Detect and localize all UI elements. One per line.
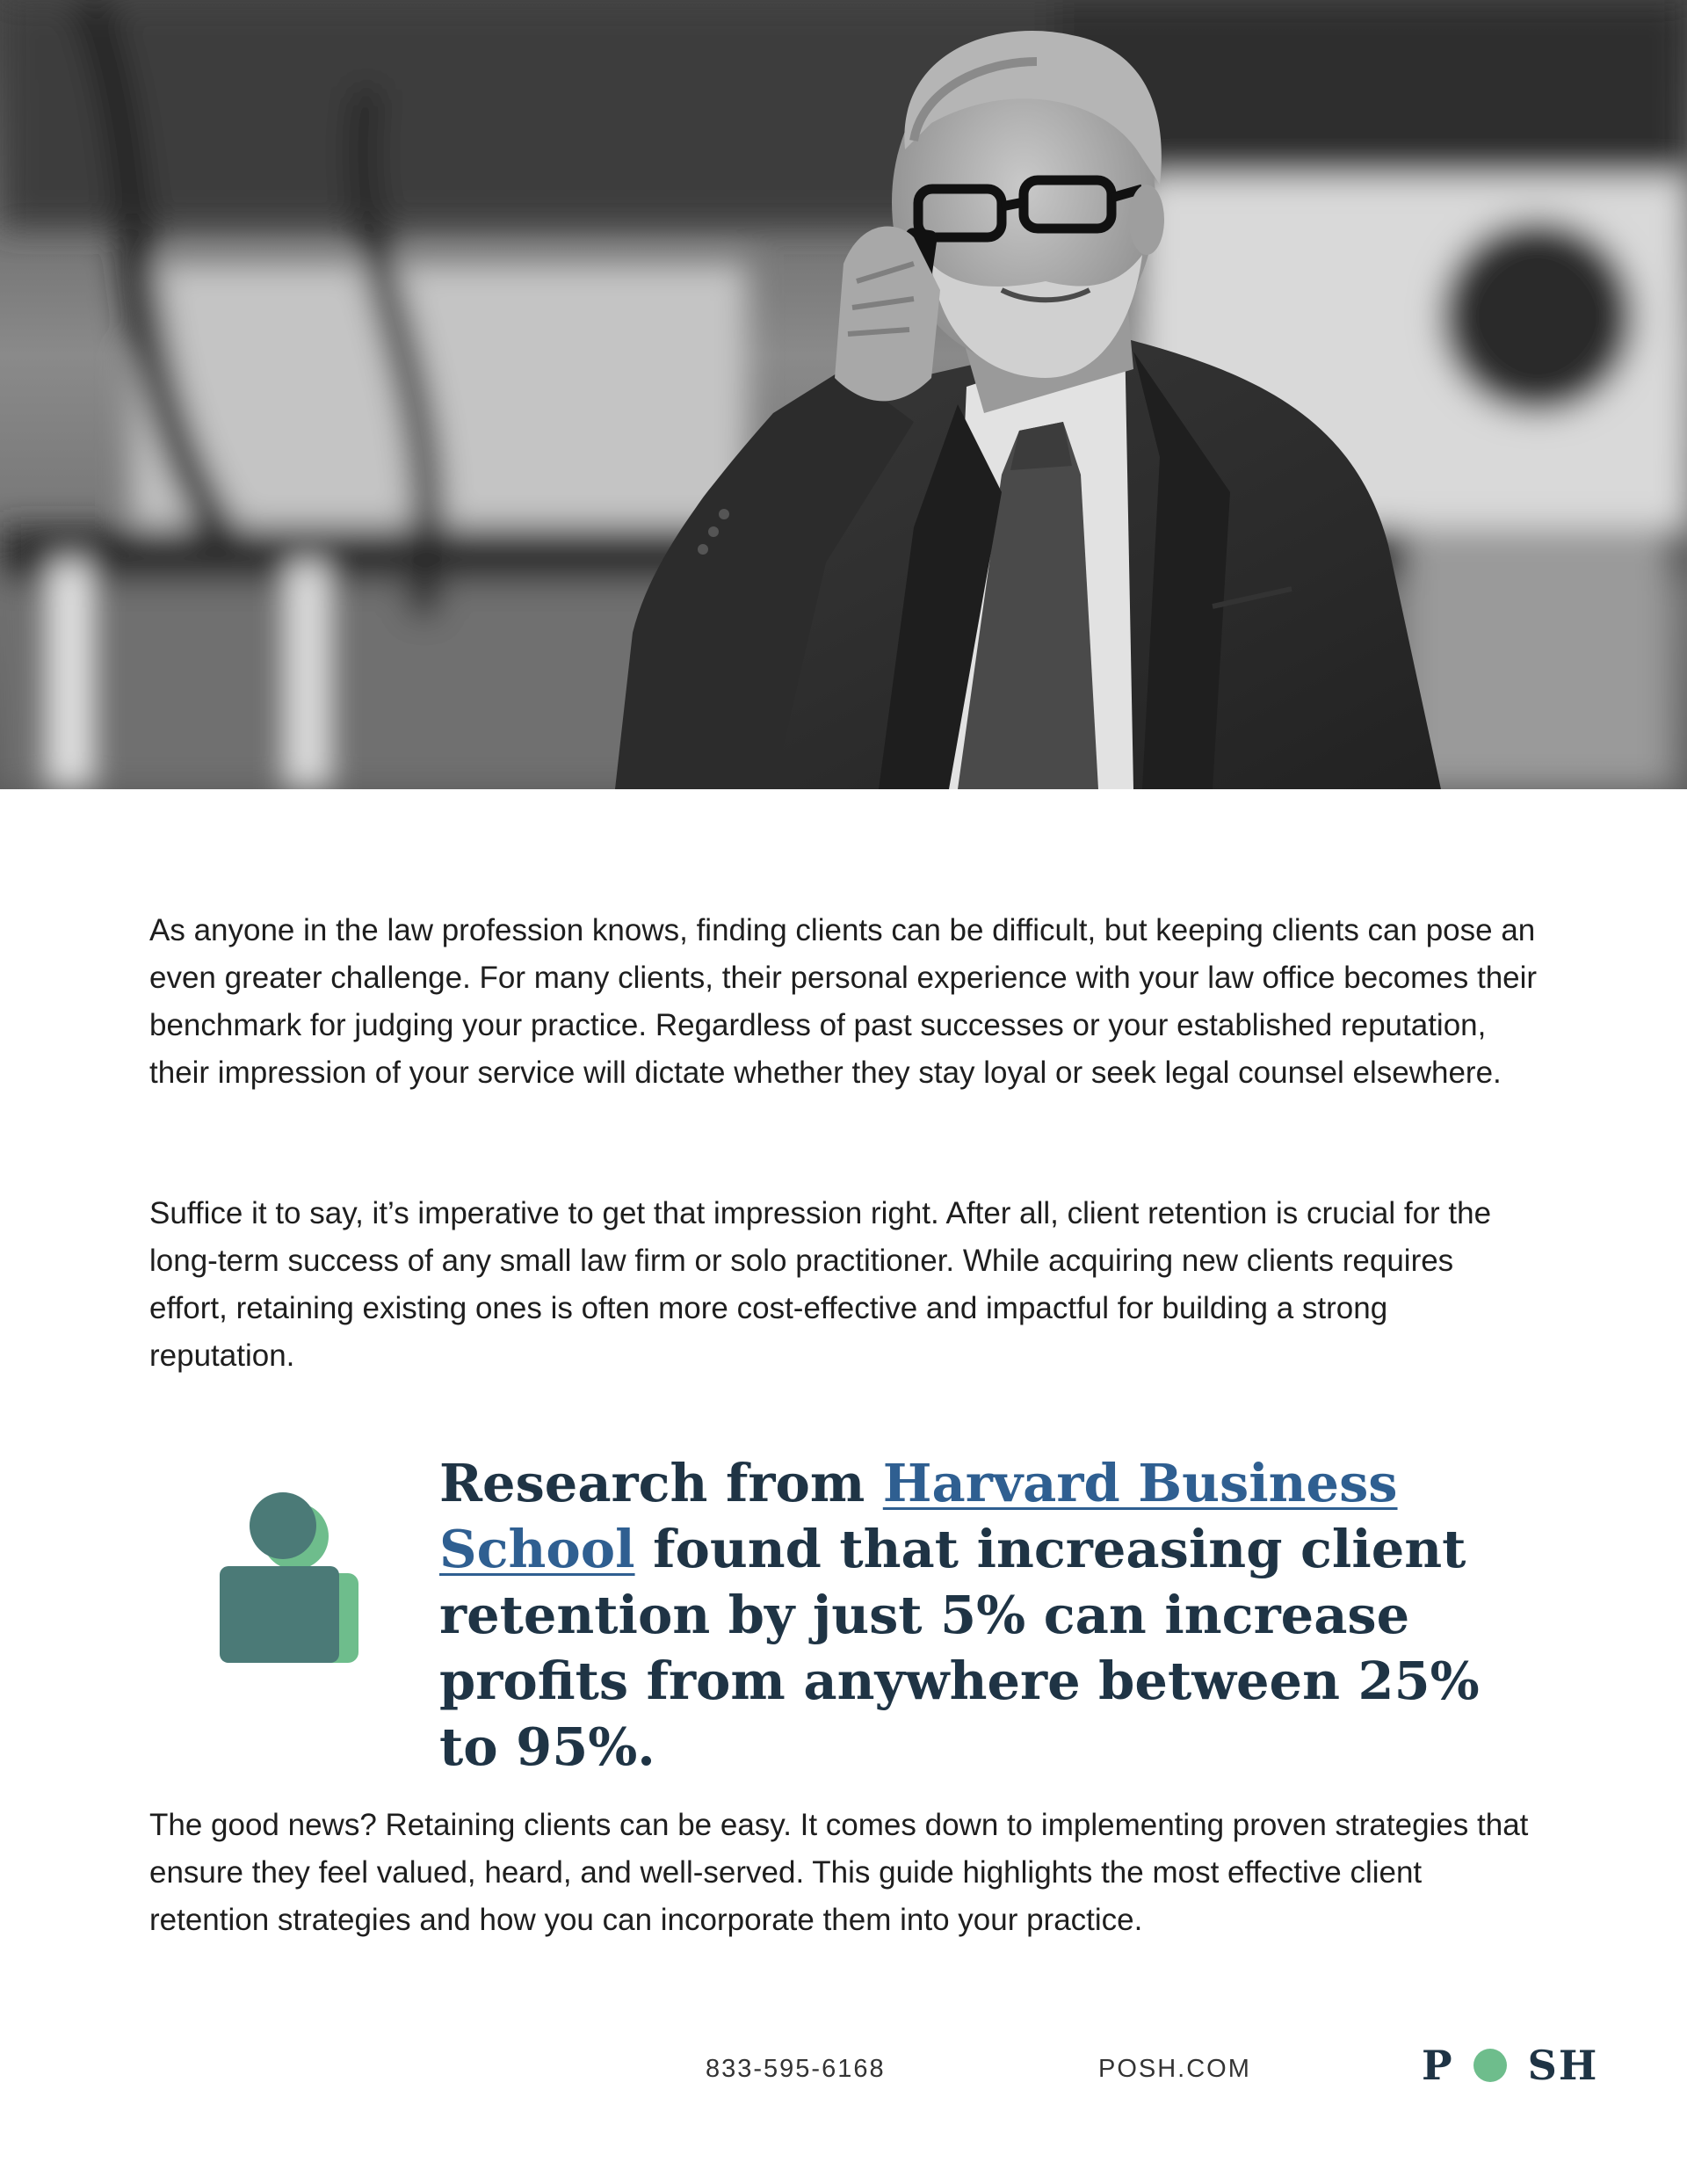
harvard-business-school-link[interactable]: Harvard Business School bbox=[439, 1453, 1398, 1579]
footer-website-link[interactable]: POSH.COM bbox=[1098, 2055, 1251, 2083]
third-paragraph: The good news? Retaining clients can be easy. It comes down to implementing proven strategies that ensure they feel valued, heard, and well-served. This guide highlights the most effective client retention strategies and how you can incorporate them into your practice. bbox=[149, 1808, 1529, 1937]
hero-photo bbox=[0, 0, 1687, 789]
callout-suffix: found that increasing client retention by just 5% can increase profits from anywhere between 25% to 95%. bbox=[439, 1519, 1480, 1777]
logo-letter-p: P bbox=[1422, 2042, 1454, 2089]
logo-dot-icon bbox=[1473, 2049, 1507, 2082]
second-paragraph: Suffice it to say, it’s imperative to get that impression right. After all, client retention is crucial for the long-term success of any small law firm or solo practitioner. While acquiring new clients requires effort, retaining existing ones is often more cost-effective and impactful for building a strong reputation. bbox=[149, 1196, 1492, 1373]
intro-paragraph: As anyone in the law profession knows, finding clients can be difficult, but keeping clients can pose an even greater challenge. For many clients, their personal experience with your law office becomes their benchmark for judging your practice. Regardless of past successes or your established reputation, their impression of your service will dictate whether they stay loyal or seek legal counsel elsewhere. bbox=[149, 913, 1538, 1090]
logo-letters-sh: SH bbox=[1527, 2042, 1599, 2089]
callout-statistic bbox=[439, 1450, 1546, 1780]
person-icon bbox=[220, 1491, 360, 1666]
callout-prefix: Research from bbox=[439, 1453, 883, 1513]
posh-logo bbox=[1422, 2037, 1598, 2093]
footer-phone[interactable]: 833-595-6168 bbox=[706, 2055, 886, 2083]
